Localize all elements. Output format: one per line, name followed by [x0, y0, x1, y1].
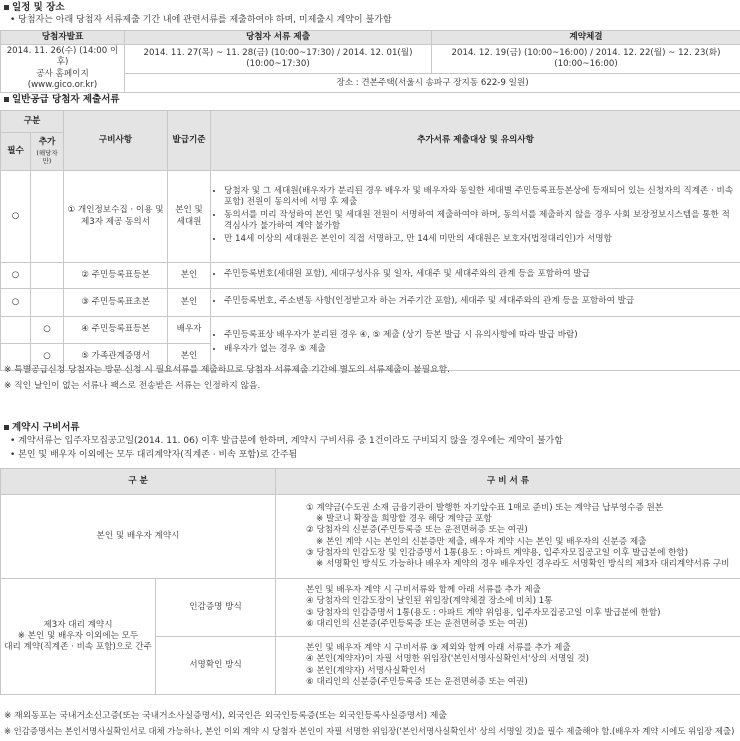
table-row: ○ ② 주민등록표등본 본인 • 주민등록번호(세대원 포함), 세대구성사유 및 일자, 세대주 및 세대주와의 관계 등을 포함하여 발급: [1, 263, 740, 289]
section-contract-docs-title: 계약시 구비서류: [4, 422, 80, 434]
header-submit: 당첨자 서류 제출: [125, 31, 432, 45]
seal-method-docs: 본인 및 배우자 계약 시 구비서류와 함께 아래 서류를 추가 제출 ④ 당첨자의 인감도장이 날인된 위임장(계약체결 장소에 비치) 1통 ⑤ 당첨자의 인감증명서 1통(용도 : 아파트 계약 위임용, 입주자모집공고일 이후 발급분에 한함) ⑥ 대리인의 신분증(주민등록증 또는 운전면허증 또는 여권): [276, 579, 740, 637]
contract-bullet-2: • 본인 및 배우자 이외에는 모두 대리계약자(직계존 · 비속 포함)로 간주됨: [10, 450, 298, 460]
header-notes: 추가서류 제출대상 및 유의사항: [211, 111, 740, 171]
header-contract: 계약체결: [432, 31, 740, 45]
announce-cell: 2014. 11. 26(수) (14:00 이후) 공사 홈페이지(www.gico.or.kr): [1, 45, 125, 93]
header-docs: 구비사항: [64, 111, 168, 171]
sign-method-docs: 본인 및 배우자 계약 시 구비서류 ③ 제외와 함께 아래 서류를 추가 제출 ④ 본인(계약자)이 자필 서명한 위임장('본인서명사실확인서'상의 서명일 것) ⑤ 본인(계약자) 서명사실확인서 ⑥ 대리인의 신분증(주민등록증 또는 운전면허증 또는 여권): [276, 637, 740, 695]
self-contract-docs: ① 계약금(수도권 소재 금융기관이 발행한 자기앞수표 1매로 준비) 또는 계약금 납부영수증 원본 ※ 발코니 확장을 희망할 경우 해당 계약금 포함 ② 당첨자의 신분증(주민등록증 또는 운전면허증 또는 여권) ※ 본인 계약 시는 본인의 신분증만 제출, 배우자 계약 시는 본인 및 배우자의 신분증 제출 ③ 당첨자의 인감도장 및 인감증명서 1통(용도 : 아파트 계약용, 입주자모집공고일 이후 발급분에 한함) ※ 서명확인 방식도 가능하나 배우자 계약의 경우 배우자인 경우라도 서명확인 방식의 제3자 대리계약서류 구비: [276, 495, 740, 579]
header-announce: 당첨자발표: [1, 31, 125, 45]
square-bullet-icon: [4, 97, 9, 102]
section-general-docs-title: 일반공급 당첨자 제출서류: [4, 94, 120, 106]
contract-note-2: ※ 인감증명서는 본인서명사실확인서로 대체 가능하나, 본인 이외 계약 시 당첨자 본인이 자필 서명한 위임장('본인서명사실확인서' 상의 서명일 것)을 필수 제출해야 함.(배우자 계약 시에도 위임장 제출): [4, 726, 735, 736]
square-bullet-icon: [4, 425, 9, 430]
proxy-contract-label: 제3자 대리 계약시 ※ 본인 및 배우자 이외에는 모두 대리 계약(직계존 · 비속 포함)으로 간주: [1, 579, 156, 695]
table-row: ○ ④ 주민등록표등본 배우자 • 주민등록표상 배우자가 분리된 경우 ④, ⑤ 제출 (상기 등본 발급 시 유의사항에 따라 발급 바람) • 배우자가 없는 경우 ⑤ 제출: [1, 317, 740, 344]
table-row: ○ ③ 주민등록표초본 본인 • 주민등록번호, 주소변동 사항(인정받고자 하는 거주기간 포함), 세대주 및 세대주와의 관계 등을 포함하여 발급: [1, 289, 740, 317]
general-note-1: ※ 특별공급신청 당첨자는 방문 신청 시 필요서류를 제출하므로 당첨자 서류제출 기간에 별도의 서류제출이 불필요함.: [4, 365, 450, 375]
table-row: ○ ⑤ 가족관계증명서 본인: [1, 344, 740, 371]
table-row: ○ ① 개인정보수집 · 이용 및 제3자 제공 동의서 본인 및 세대원 • 당첨자 및 그 세대원(배우자가 분리된 경우 배우자 및 배우자와 동일한 세대별 주민등록표등본상에 등재되어 있는 신청자의 직계존 · 비속 포함) 전원이 동의서에 서명 후 제출 • 동의서를 미리 작성하여 본인 및 세대원 전원이 서명하여 제출하여야 하며, 동의서를 제출하지 않을 경우 사회 보장정보시스템을 통한 적격심사가 불가하여 계약 불가함 • 만 14세 이상의 세대원은 본인이 직접 서명하고, 만 14세 미만의 세대원은 보호자(법정대리인)가 서명함: [1, 171, 740, 263]
header-additional: 추가 (해당자만): [31, 133, 64, 171]
header-issuer: 발급기준: [168, 111, 211, 171]
submit-period: 2014. 11. 27(목) ~ 11. 28(금) (10:00~17:30) / 2014. 12. 01(월) (10:00~17:30): [125, 45, 432, 74]
general-docs-table: [0, 110, 740, 371]
contract-docs-table: [0, 468, 740, 695]
self-contract-label: 본인 및 배우자 계약시: [1, 495, 276, 579]
square-bullet-icon: [4, 5, 9, 10]
general-note-2: ※ 직인 날인이 없는 서류나 팩스로 전송받은 서류는 인정하지 않음.: [4, 381, 261, 391]
header-contract-group: 구 분: [1, 469, 276, 495]
schedule-bullet: • 당첨자는 아래 당첨자 서류제출 기간 내에 관련서류를 제출하여야 하며, 미제출시 계약이 불가함: [10, 15, 392, 25]
seal-method-label: 인감증명 방식: [156, 579, 276, 637]
header-group: 구분: [1, 111, 64, 133]
contract-period: 2014. 12. 19(금) (10:00~16:00) / 2014. 12. 22(월) ~ 12. 23(화) (10:00~16:00): [432, 45, 740, 74]
contract-note-1: ※ 재외동포는 국내거소신고증(또는 국내거소사실증명서), 외국인은 외국인등록증(또는 외국인등록사실증명서) 제출: [4, 711, 447, 721]
header-contract-docs: 구 비 서 류: [276, 469, 740, 495]
schedule-table: [0, 30, 740, 93]
section-schedule-title: 일정 및 장소: [4, 2, 65, 14]
sign-method-label: 서명확인 방식: [156, 637, 276, 695]
header-required: 필수: [1, 133, 31, 171]
contract-bullet-1: • 계약서류는 입주자모집공고일(2014. 11. 06) 이후 발급분에 한하며, 계약시 구비서류 중 1건이라도 구비되지 않을 경우에는 계약이 불가함: [10, 436, 563, 446]
place-cell: 장소 : 견본주택(서울시 송파구 장지동 622-9 일원): [125, 74, 740, 92]
